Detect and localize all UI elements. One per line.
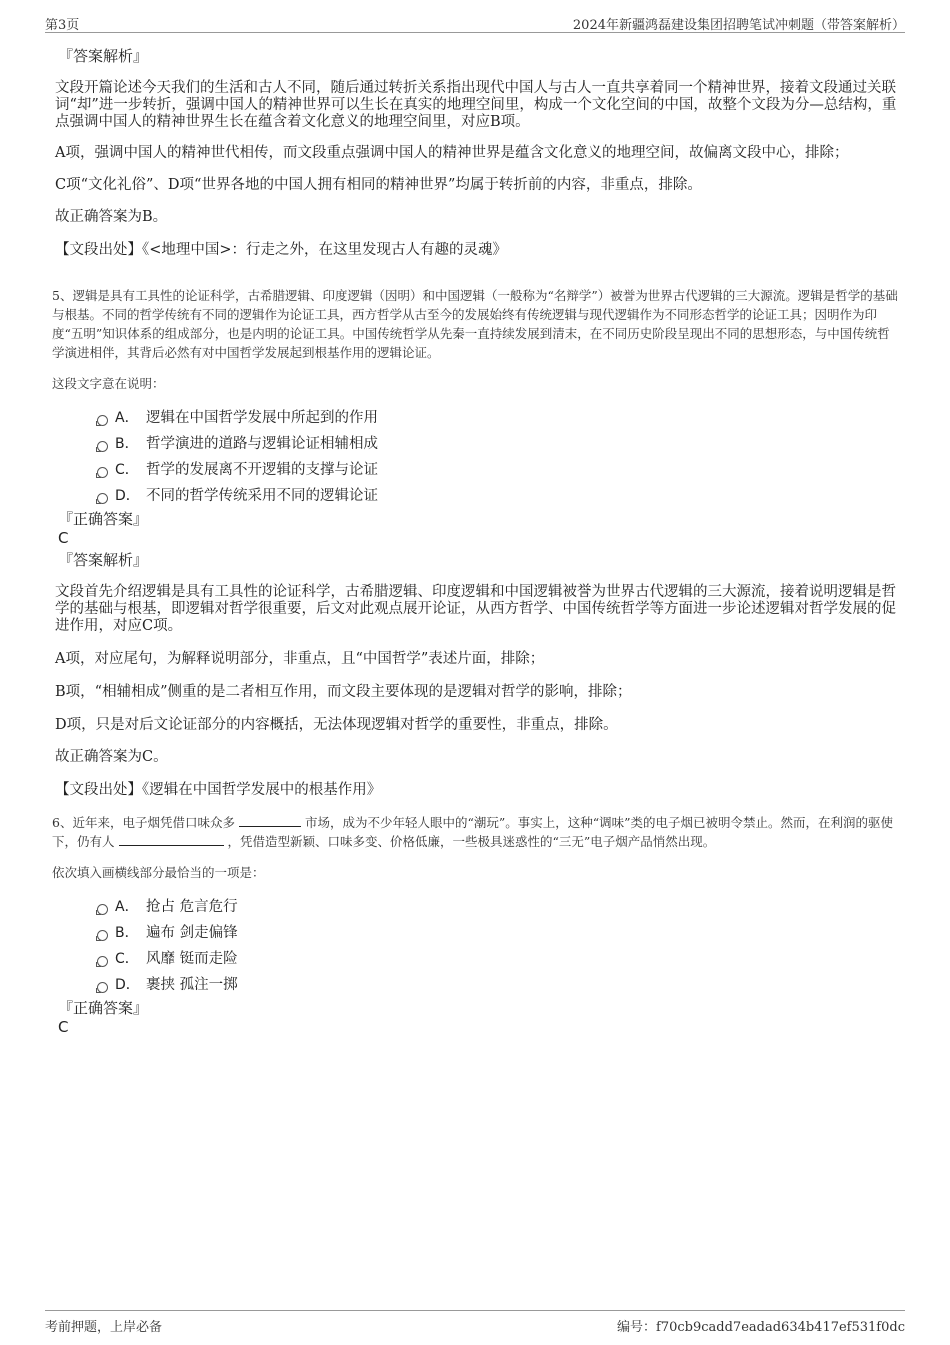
q6-option-b[interactable]: B． 遍布 剑走偏锋 <box>55 922 900 948</box>
page-footer <box>45 1310 905 1335</box>
q6-options <box>55 896 900 1000</box>
q5-options <box>55 407 900 511</box>
blank-2 <box>119 833 224 846</box>
q4-analysis-p2: A项，强调中国人的精神世代相传，而文段重点强调中国人的精神世界是蕴含文化意义的地理空间，故偏离文段中心，排除； <box>55 145 849 161</box>
document-title: 2024年新疆鸿磊建设集团招聘笔试冲刺题（带答案解析） <box>572 18 905 33</box>
radio-button-icon[interactable] <box>97 904 108 915</box>
q6-stem: 6、近年来，电子烟凭借口味众多 市场，成为不少年轻人眼中的“潮玩”。事实上，这种“调味”类的电子烟已被明令禁止。然而，在利润的驱使下，仍有人 ，凭借造型新颖、口味多变、价格低廉，一些极具迷惑性的“三无”电子烟产品悄然出现。 <box>52 815 894 849</box>
radio-button-icon[interactable] <box>97 441 108 452</box>
q5-option-a[interactable]: A． 逻辑在中国哲学发展中所起到的作用 <box>55 407 900 433</box>
q5-question: 这段文字意在说明： <box>52 376 165 391</box>
q5-analysis-p4: D项，只是对后文论证部分的内容概括，无法体现逻辑对哲学的重要性，非重点，排除。 <box>55 717 618 733</box>
q4-analysis-label: 『答案解析』 <box>58 47 149 65</box>
q5-stem: 5、逻辑是具有工具性的论证科学，古希腊逻辑、印度逻辑（因明）和中国逻辑（一般称为“名辩学”）被誉为世界古代逻辑的三大源流。逻辑是哲学的基础与根基。不同的哲学传统有不同的逻辑作为论证工具，西方哲学从古至今的发展始终有传统逻辑与现代逻辑作为不同形态哲学的论证工具；因明作为印度“五明”知识体系的组成部分，也是内明的论证工具。中国传统哲学从先秦一直持续发展到清末，在不同历史阶段呈现出不同的思想形态，与中国传统哲学演进相伴，其背后必然有对中国哲学发展起到根基作用的逻辑论证。 <box>52 288 898 360</box>
q5-option-c[interactable]: C． 哲学的发展离不开逻辑的支撑与论证 <box>55 459 900 485</box>
page-number: 第3页 <box>45 18 80 33</box>
document-id: 编号：f70cb9cadd7eadad634b417ef531f0dc <box>617 1320 905 1335</box>
q4-analysis-p4: 故正确答案为B。 <box>55 209 168 225</box>
q5-analysis-p2: A项，对应尾句，为解释说明部分，非重点，且“中国哲学”表述片面，排除； <box>55 651 545 667</box>
q5-source: 【文段出处】《逻辑在中国哲学发展中的根基作用》 <box>55 782 382 798</box>
q6-question: 依次填入画横线部分最恰当的一项是： <box>52 865 265 880</box>
q5-analysis-p1: 文段首先介绍逻辑是具有工具性的论证科学，古希腊逻辑、印度逻辑和中国逻辑被誉为世界古代逻辑的三大源流，接着说明逻辑是哲学的基础与根基，即逻辑对哲学很重要，后文对此观点展开论证，从西方哲学、中国传统哲学等方面进一步论述逻辑对哲学发展的促进作用，对应C项。 <box>55 584 896 634</box>
q5-analysis-p3: B项，“相辅相成”侧重的是二者相互作用，而文段主要体现的是逻辑对哲学的影响，排除； <box>55 684 632 700</box>
blank-1 <box>239 814 301 827</box>
radio-button-icon[interactable] <box>97 982 108 993</box>
page-content <box>52 46 900 1036</box>
q5-correct-label: 『正确答案』 <box>58 510 149 528</box>
q4-analysis-p1: 文段开篇论述今天我们的生活和古人不同，随后通过转折关系指出现代中国人与古人一直共享着同一个精神世界，接着文段通过关联词“却”进一步转折，强调中国人的精神世界可以生长在真实的地理空间里，构成一个文化空间的中国，故整个文段为分—总结构，重点强调中国人的精神世界生长在蕴含着文化意义的地理空间里，对应B项。 <box>55 80 897 130</box>
q4-analysis-p3: C项“文化礼俗”、D项“世界各地的中国人拥有相同的精神世界”均属于转折前的内容，非重点，排除。 <box>55 177 702 193</box>
q6-correct-label: 『正确答案』 <box>58 999 149 1017</box>
radio-button-icon[interactable] <box>97 467 108 478</box>
q5-option-b[interactable]: B． 哲学演进的道路与逻辑论证相辅相成 <box>55 433 900 459</box>
q6-option-c[interactable]: C． 风靡 铤而走险 <box>55 948 900 974</box>
footer-slogan: 考前押题，上岸必备 <box>45 1320 163 1335</box>
q6-option-d[interactable]: D． 裹挟 孤注一掷 <box>55 974 900 1000</box>
q6-option-a[interactable]: A． 抢占 危言危行 <box>55 896 900 922</box>
q5-option-d[interactable]: D． 不同的哲学传统采用不同的逻辑论证 <box>55 485 900 511</box>
radio-button-icon[interactable] <box>97 493 108 504</box>
q6-correct-answer: C <box>58 1018 69 1036</box>
radio-button-icon[interactable] <box>97 956 108 967</box>
q5-analysis-label: 『答案解析』 <box>58 551 149 569</box>
page-header <box>45 12 905 33</box>
radio-button-icon[interactable] <box>97 930 108 941</box>
q4-source: 【文段出处】《<地理中国>：行走之外，在这里发现古人有趣的灵魂》 <box>55 242 508 258</box>
q5-analysis-p5: 故正确答案为C。 <box>55 749 168 765</box>
radio-button-icon[interactable] <box>97 415 108 426</box>
q5-correct-answer: C <box>58 529 69 547</box>
